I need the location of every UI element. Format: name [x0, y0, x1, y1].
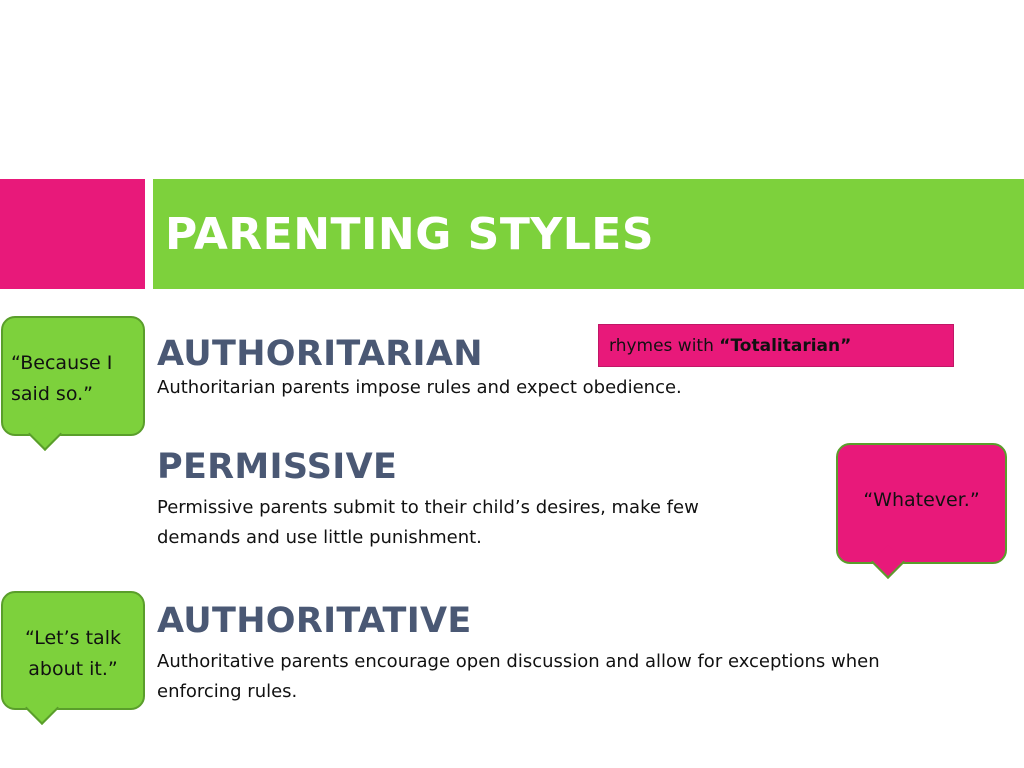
description-authoritarian: Authoritarian parents impose rules and expect obedience.: [157, 377, 682, 398]
heading-permissive: PERMISSIVE: [157, 447, 398, 487]
description-permissive: Permissive parents submit to their child’s desires, make few demands and use little punishment.: [157, 497, 699, 548]
speech-bubble-tail: [25, 691, 59, 725]
rhymes-prefix: rhymes with: [609, 336, 720, 356]
speech-bubble-tail: [28, 417, 62, 451]
slide-title: PARENTING STYLES: [165, 209, 655, 260]
speech-bubble-authoritative: [1, 591, 145, 710]
speech-bubble-permissive: [836, 443, 1007, 564]
speech-bubble-tail: [871, 545, 905, 579]
speech-bubble-text: “Because I said so.”: [11, 352, 113, 405]
heading-authoritative: AUTHORITATIVE: [157, 601, 472, 641]
title-bar: [153, 179, 1024, 289]
speech-bubble-authoritarian: [1, 316, 145, 436]
description-authoritative: Authoritative parents encourage open discussion and allow for exceptions when enforcing rules.: [157, 651, 880, 702]
speech-bubble-text: “Whatever.”: [863, 489, 980, 511]
heading-authoritarian: AUTHORITARIAN: [157, 334, 483, 374]
rhymes-with-box: [598, 324, 954, 367]
rhymes-word: “Totalitarian”: [719, 336, 852, 356]
speech-bubble-text: “Let’s talk about it.”: [24, 627, 121, 680]
title-accent-block: [0, 179, 145, 289]
